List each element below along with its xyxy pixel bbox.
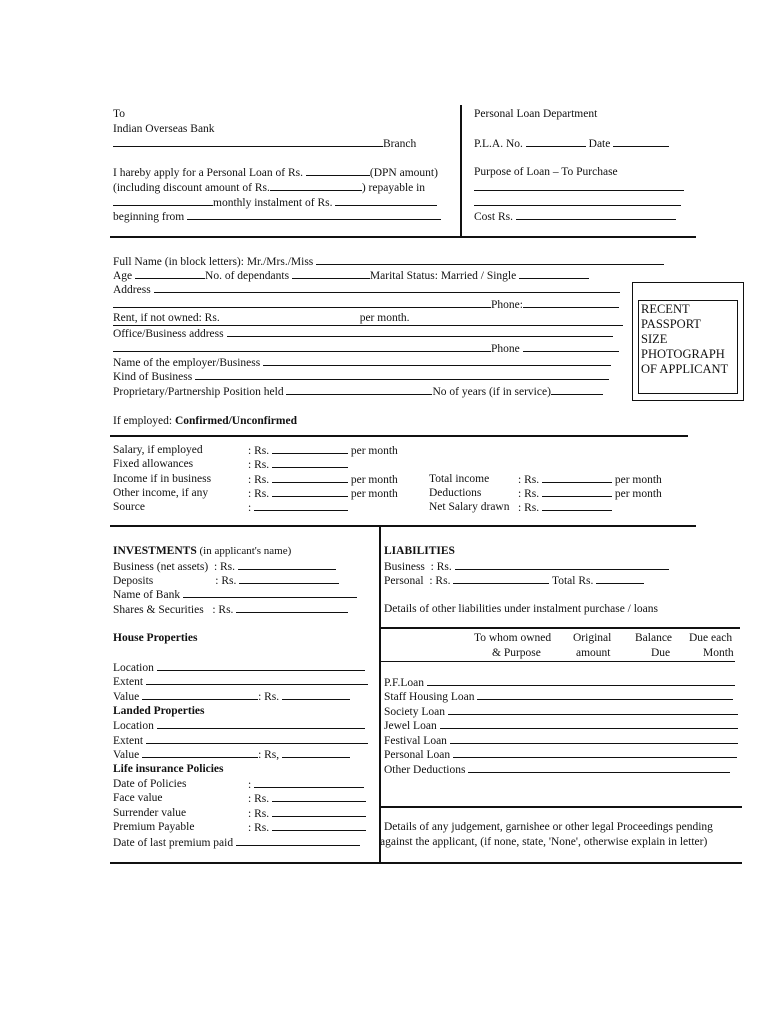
full-name-line: Full Name (in block letters): Mr./Mrs./Miss <box>113 254 664 269</box>
office-line: Office/Business address <box>113 326 613 341</box>
house-value-line: Value : Rs. <box>113 689 350 704</box>
purpose-line-1[interactable] <box>474 180 684 195</box>
branch-label: Branch <box>383 138 417 150</box>
salary-field[interactable]: : Rs. per month <box>248 445 398 457</box>
inv-business-field[interactable] <box>238 559 336 570</box>
landed-value-line: Value : Rs, <box>113 747 350 762</box>
age-line: Age No. of dependants Marital Status: Married / Single <box>113 268 589 283</box>
kind-line: Kind of Business <box>113 369 609 384</box>
section-divider-3 <box>110 525 696 527</box>
pla-field[interactable] <box>526 136 586 147</box>
address-line: Address <box>113 282 620 297</box>
apply-line-1: I hareby apply for a Personal Loan of Rs. (DPN amount) <box>113 167 438 179</box>
pf-loan-line: P.F.Loan <box>384 675 735 690</box>
house-extent-field[interactable] <box>146 674 368 685</box>
office-field[interactable] <box>227 326 613 337</box>
source-field[interactable]: : <box>248 500 348 515</box>
source-label: Source <box>113 501 145 513</box>
kind-field[interactable] <box>195 369 609 380</box>
liab-personal-line: Personal : Rs. Total Rs. <box>384 573 644 588</box>
employer-line: Name of the employer/Business <box>113 355 611 370</box>
apply-line-2: (including discount amount of Rs. ) repayable in <box>113 182 426 194</box>
face-value-field[interactable]: : Rs. <box>248 791 366 806</box>
business-income-field[interactable]: : Rs. per month <box>248 474 398 486</box>
staff-loan-line: Staff Housing Loan <box>384 689 733 704</box>
judgement-line-2: against the applicant, (if none, state, 'None', otherwise explain in letter) <box>380 836 708 848</box>
premium-field[interactable]: : Rs. <box>248 820 366 835</box>
house-extent-line: Extent <box>113 674 368 689</box>
liab-business-field[interactable] <box>455 559 669 570</box>
loan-amount-field[interactable] <box>306 165 370 176</box>
liab-table-top <box>380 627 740 629</box>
photo-label: RECENT PASSPORT SIZE PHOTOGRAPH OF APPLICANT <box>641 302 729 376</box>
inv-bank-line: Name of Bank <box>113 587 357 602</box>
address-line-2: Phone: <box>113 297 619 312</box>
apply-line-3: monthly instalment of Rs. <box>113 195 437 210</box>
purpose-line-2[interactable] <box>474 195 681 210</box>
net-salary-label: Net Salary drawn <box>429 501 510 513</box>
col-original: Original <box>573 632 612 644</box>
other-ded-field[interactable] <box>468 762 730 773</box>
date-policies-label: Date of Policies <box>113 778 187 790</box>
col-purpose: & Purpose <box>492 647 541 659</box>
liab-personal-field[interactable] <box>453 573 549 584</box>
deductions-field[interactable]: : Rs. per month <box>518 488 662 500</box>
last-premium-field[interactable] <box>236 835 360 846</box>
col-due-each: Due each <box>689 632 733 644</box>
liabilities-title: LIABILITIES <box>384 545 455 557</box>
landed-location-line: Location <box>113 718 365 733</box>
other-ded-line: Other Deductions <box>384 762 730 777</box>
address-field-2[interactable] <box>113 297 491 308</box>
total-income-field[interactable]: : Rs. per month <box>518 474 662 486</box>
festival-loan-line: Festival Loan <box>384 733 738 748</box>
discount-amount-field[interactable] <box>270 180 362 191</box>
festival-loan-field[interactable] <box>450 733 738 744</box>
inv-shares-field[interactable] <box>236 602 348 613</box>
date-policies-field[interactable]: : <box>248 777 364 792</box>
liab-business-line: Business : Rs. <box>384 559 669 574</box>
beginning-from-field[interactable] <box>187 209 441 220</box>
other-income-field[interactable]: : Rs. per month <box>248 488 398 500</box>
years-field[interactable] <box>551 384 603 395</box>
inv-deposits-field[interactable] <box>239 573 339 584</box>
investments-title: INVESTMENTS (in applicant's name) <box>113 545 292 557</box>
salary-label: Salary, if employed <box>113 444 203 456</box>
instalment-amount-field[interactable] <box>335 195 437 206</box>
landed-title: Landed Properties <box>113 705 205 717</box>
landed-value-rs-field[interactable] <box>282 747 350 758</box>
full-name-field[interactable] <box>316 254 664 265</box>
position-line: Proprietary/Partnership Position held No of years (if in service) <box>113 384 603 399</box>
cost-line: Cost Rs. <box>474 209 676 224</box>
house-value-rs-field[interactable] <box>282 689 350 700</box>
section-divider-2 <box>110 435 688 437</box>
branch-line[interactable] <box>113 136 416 151</box>
surrender-field[interactable]: : Rs. <box>248 806 366 821</box>
premium-label: Premium Payable <box>113 821 195 833</box>
date-field[interactable] <box>613 136 669 147</box>
society-loan-line: Society Loan <box>384 704 738 719</box>
fixed-label: Fixed allowances <box>113 458 194 470</box>
surrender-label: Surrender value <box>113 807 187 819</box>
header-divider <box>460 105 462 238</box>
col-whom: To whom owned <box>474 632 552 644</box>
landed-extent-line: Extent <box>113 733 368 748</box>
col-due: Due <box>651 647 671 659</box>
marital-field[interactable] <box>519 268 589 279</box>
house-value-field[interactable] <box>142 689 258 700</box>
instalments-field[interactable] <box>113 195 213 206</box>
column-divider <box>379 526 381 864</box>
liab-details-label: Details of other liabilities under instalment purchase / loans <box>384 603 659 615</box>
staff-loan-field[interactable] <box>477 689 733 700</box>
apply-line-4: beginning from <box>113 209 441 224</box>
business-income-label: Income if in business <box>113 473 212 485</box>
employed-status[interactable]: Confirmed/Unconfirmed <box>174 415 297 427</box>
house-location-field[interactable] <box>157 660 365 671</box>
to-label: To <box>113 108 125 120</box>
judgement-line-1: Details of any judgement, garnishee or other legal Proceedings pending <box>384 821 713 833</box>
life-title: Life insurance Policies <box>113 763 224 775</box>
net-salary-field[interactable]: : Rs. <box>518 500 612 515</box>
inv-deposits-line: Deposits : Rs. <box>113 573 339 588</box>
position-field[interactable] <box>286 384 432 395</box>
personal-loan-field[interactable] <box>453 747 737 758</box>
total-income-label: Total income <box>429 473 490 485</box>
house-location-line: Location <box>113 660 365 675</box>
col-amount: amount <box>576 647 611 659</box>
employer-field[interactable] <box>263 355 611 366</box>
col-balance: Balance <box>635 632 673 644</box>
employed-line: If employed: Confirmed/Unconfirmed <box>113 415 297 427</box>
inv-bank-field[interactable] <box>183 587 357 598</box>
bank-name: Indian Overseas Bank <box>113 123 215 135</box>
rent-line: Rent, if not owned: Rs. per month. <box>113 312 410 324</box>
age-field[interactable] <box>135 268 205 279</box>
pla-line: P.L.A. No. Date <box>474 136 669 151</box>
face-value-label: Face value <box>113 792 163 804</box>
deductions-label: Deductions <box>429 487 482 499</box>
landed-value-field[interactable] <box>142 747 258 758</box>
dependants-field[interactable] <box>292 268 370 279</box>
liab-total-field[interactable] <box>596 573 644 584</box>
jewel-loan-line: Jewel Loan <box>384 718 738 733</box>
liab-table-bottom <box>380 806 742 808</box>
last-premium-line: Date of last premium paid <box>113 835 360 850</box>
pf-loan-field[interactable] <box>427 675 735 686</box>
inv-business-line: Business (net assets) : Rs. <box>113 559 336 574</box>
office-field-2[interactable] <box>113 341 491 352</box>
form-bottom-border <box>110 862 742 864</box>
society-loan-field[interactable] <box>448 704 738 715</box>
address-field[interactable] <box>154 282 620 293</box>
section-divider-1 <box>110 236 696 238</box>
fixed-field[interactable]: : Rs. <box>248 457 348 472</box>
dept-label: Personal Loan Department <box>474 108 598 120</box>
purpose-label: Purpose of Loan – To Purchase <box>474 166 618 178</box>
other-income-label: Other income, if any <box>113 487 209 499</box>
personal-loan-line: Personal Loan <box>384 747 737 762</box>
jewel-loan-field[interactable] <box>440 718 738 729</box>
office-line-2: Phone <box>113 341 619 356</box>
phone-field[interactable] <box>523 297 619 308</box>
liab-header-underline <box>380 661 735 662</box>
col-month: Month <box>703 647 734 659</box>
landed-location-field[interactable] <box>157 718 365 729</box>
house-title: House Properties <box>113 632 198 644</box>
landed-extent-field[interactable] <box>146 733 368 744</box>
inv-shares-line: Shares & Securities : Rs. <box>113 602 348 617</box>
office-phone-field[interactable] <box>523 341 619 352</box>
cost-field[interactable] <box>516 209 676 220</box>
